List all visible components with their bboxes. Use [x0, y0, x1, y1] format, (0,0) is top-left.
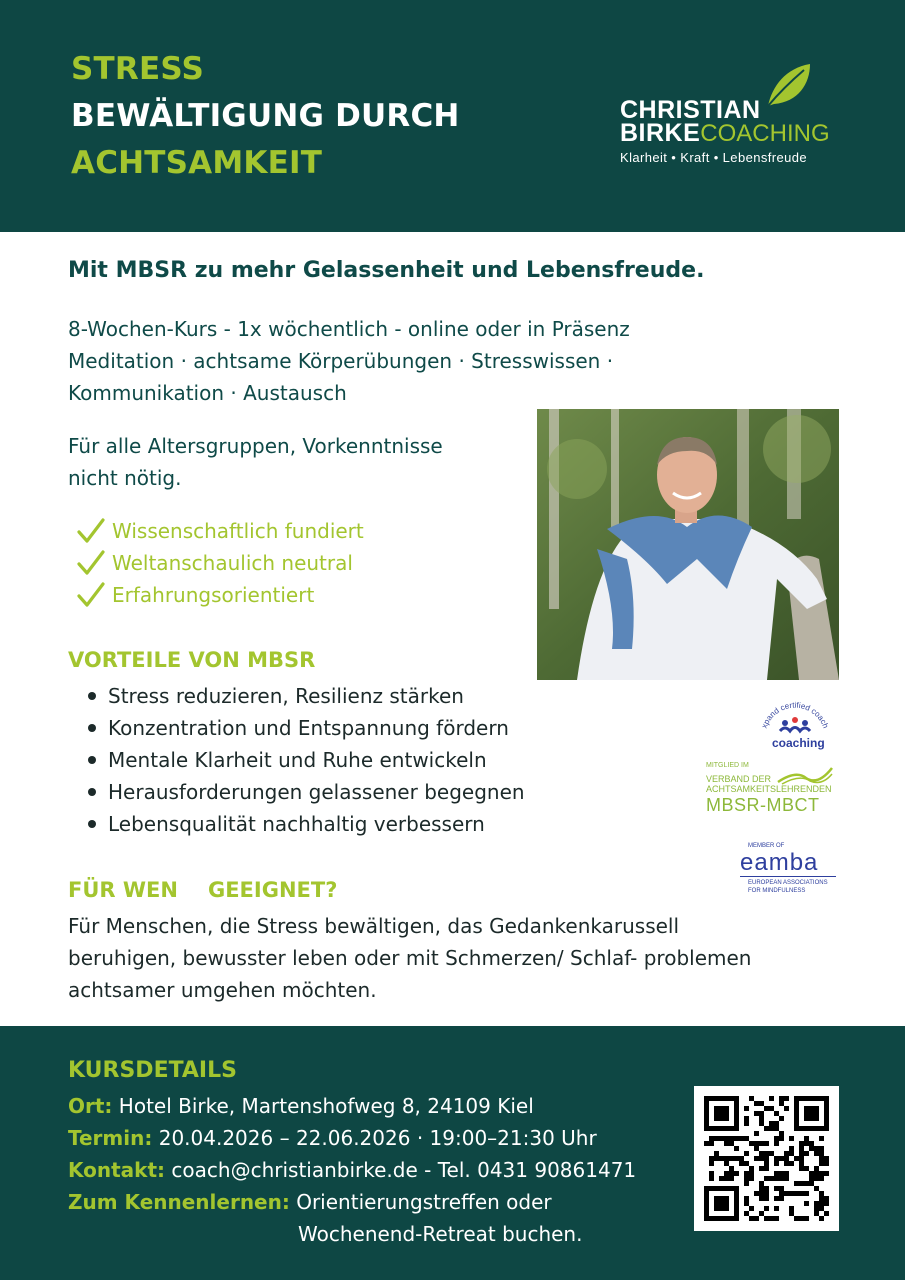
- suitable-line: achtsamer umgehen möchten.: [68, 978, 377, 1002]
- list-item: [68, 680, 525, 712]
- list-item: [68, 776, 525, 808]
- list-item: [68, 712, 525, 744]
- detail-kennenlernen-cont: Wochenend-Retreat buchen.: [298, 1222, 583, 1246]
- bullet-icon: [88, 692, 96, 700]
- checkmark-icon: [76, 517, 106, 545]
- title-line-2: BEWÄLTIGUNG DURCH: [71, 98, 460, 134]
- suitable-line: Für Menschen, die Stress bewältigen, das Gedankenkarussell: [68, 914, 680, 938]
- checkmark-icon: [76, 581, 106, 609]
- detail-value: Hotel Birke, Martenshofweg 8, 24109 Kiel: [118, 1094, 534, 1118]
- list-item: [68, 744, 525, 776]
- check-item: [76, 579, 364, 611]
- suitable-heading-part: FÜR WEN: [68, 878, 178, 902]
- mbsr-wave-icon: [776, 764, 834, 786]
- benefits-heading: VORTEILE VON MBSR: [68, 648, 316, 672]
- logo-tagline: Klarheit • Kraft • Lebensfreude: [620, 150, 807, 165]
- check-label: Wissenschaftlich fundiert: [112, 519, 364, 543]
- xpand-word: coaching: [772, 736, 825, 750]
- mbsr-small-text: VERBAND DER: [706, 774, 772, 784]
- title-line-1: STRESS: [71, 51, 204, 87]
- benefits-list: [68, 680, 525, 840]
- logo-first-name: CHRISTIAN: [620, 96, 761, 124]
- detail-value[interactable]: coach@christianbirke.de - Tel. 0431 90861471: [171, 1158, 637, 1182]
- mbsr-big-text: MBSR-MBCT: [706, 795, 820, 815]
- audience-text: [68, 430, 443, 494]
- detail-label: Termin:: [68, 1126, 153, 1150]
- check-item: [76, 515, 364, 547]
- course-info-line: 8-Wochen-Kurs - 1x wöchentlich - online oder in Präsenz: [68, 317, 630, 341]
- detail-label: Zum Kennenlernen:: [68, 1190, 290, 1214]
- list-item-label: Stress reduzieren, Resilienz stärken: [108, 684, 464, 708]
- coach-photo: [537, 409, 839, 680]
- eamba-sub-text: EUROPEAN ASSOCIATIONS: [748, 880, 828, 886]
- list-item-label: Mentale Klarheit und Ruhe entwickeln: [108, 748, 487, 772]
- check-list: [76, 515, 364, 611]
- title-line-3: ACHTSAMKEIT: [71, 145, 323, 181]
- audience-line: Für alle Altersgruppen, Vorkenntnisse: [68, 434, 443, 458]
- suitable-line: beruhigen, bewusster leben oder mit Schmerzen/ Schlaf- problemen: [68, 946, 752, 970]
- list-item-label: Lebensqualität nachhaltig verbessern: [108, 812, 485, 836]
- check-label: Weltanschaulich neutral: [112, 551, 353, 575]
- bullet-icon: [88, 724, 96, 732]
- leaf-icon: [764, 62, 814, 110]
- audience-line: nicht nötig.: [68, 466, 182, 490]
- eamba-badge: [740, 842, 840, 895]
- logo: [620, 62, 840, 172]
- mbsr-small-text: ACHTSAMKEITSLEHRENDEN: [706, 784, 832, 794]
- detail-kennenlernen: [68, 1186, 636, 1218]
- list-item-label: Herausforderungen gelassener begegnen: [108, 780, 525, 804]
- bullet-icon: [88, 788, 96, 796]
- checkmark-icon: [76, 549, 106, 577]
- suitable-heading: [68, 878, 337, 902]
- course-details: [68, 1090, 636, 1250]
- detail-ort: [68, 1090, 636, 1122]
- detail-value: 20.04.2026 – 22.06.2026 · 19:00–21:30 Uhr: [158, 1126, 597, 1150]
- xpand-badge: [750, 700, 840, 756]
- xpand-arc-icon: [758, 700, 832, 736]
- suitable-text: [68, 910, 868, 1006]
- bullet-icon: [88, 756, 96, 764]
- detail-termin: [68, 1122, 636, 1154]
- course-info: [68, 313, 708, 409]
- logo-last-name: BIRKECOACHING: [620, 119, 830, 147]
- course-info-line: Kommunikation · Austausch: [68, 381, 347, 405]
- mbsr-badge: [706, 762, 841, 816]
- mbsr-small-text: MITGLIED IM: [706, 762, 749, 769]
- list-item: [68, 808, 525, 840]
- detail-label: Ort:: [68, 1094, 113, 1118]
- detail-kontakt: [68, 1154, 636, 1186]
- coach-photo-illustration: [537, 409, 839, 680]
- page-title: [71, 46, 460, 187]
- list-item-label: Konzentration und Entspannung fördern: [108, 716, 509, 740]
- xpand-arc-text: xpand certified coach: [759, 700, 831, 730]
- eamba-sub-text: FOR MINDFULNESS: [748, 888, 806, 894]
- suitable-heading-part: GEEIGNET?: [207, 878, 338, 902]
- bullet-icon: [88, 820, 96, 828]
- eamba-word: eamba: [740, 850, 836, 877]
- detail-value: Orientierungstreffen oder: [296, 1190, 552, 1214]
- qr-code[interactable]: [694, 1086, 839, 1231]
- details-heading: KURSDETAILS: [68, 1058, 237, 1083]
- course-info-line: Meditation · achtsame Körperübungen · Stresswissen ·: [68, 349, 614, 373]
- check-item: [76, 547, 364, 579]
- check-label: Erfahrungsorientiert: [112, 583, 315, 607]
- intro-headline: Mit MBSR zu mehr Gelassenheit und Lebensfreude.: [68, 258, 705, 283]
- svg-text:xpand certified coach: [760, 701, 830, 730]
- eamba-member-text: MEMBER OF: [748, 843, 785, 849]
- qr-code-icon: [694, 1086, 839, 1231]
- detail-label: Kontakt:: [68, 1158, 166, 1182]
